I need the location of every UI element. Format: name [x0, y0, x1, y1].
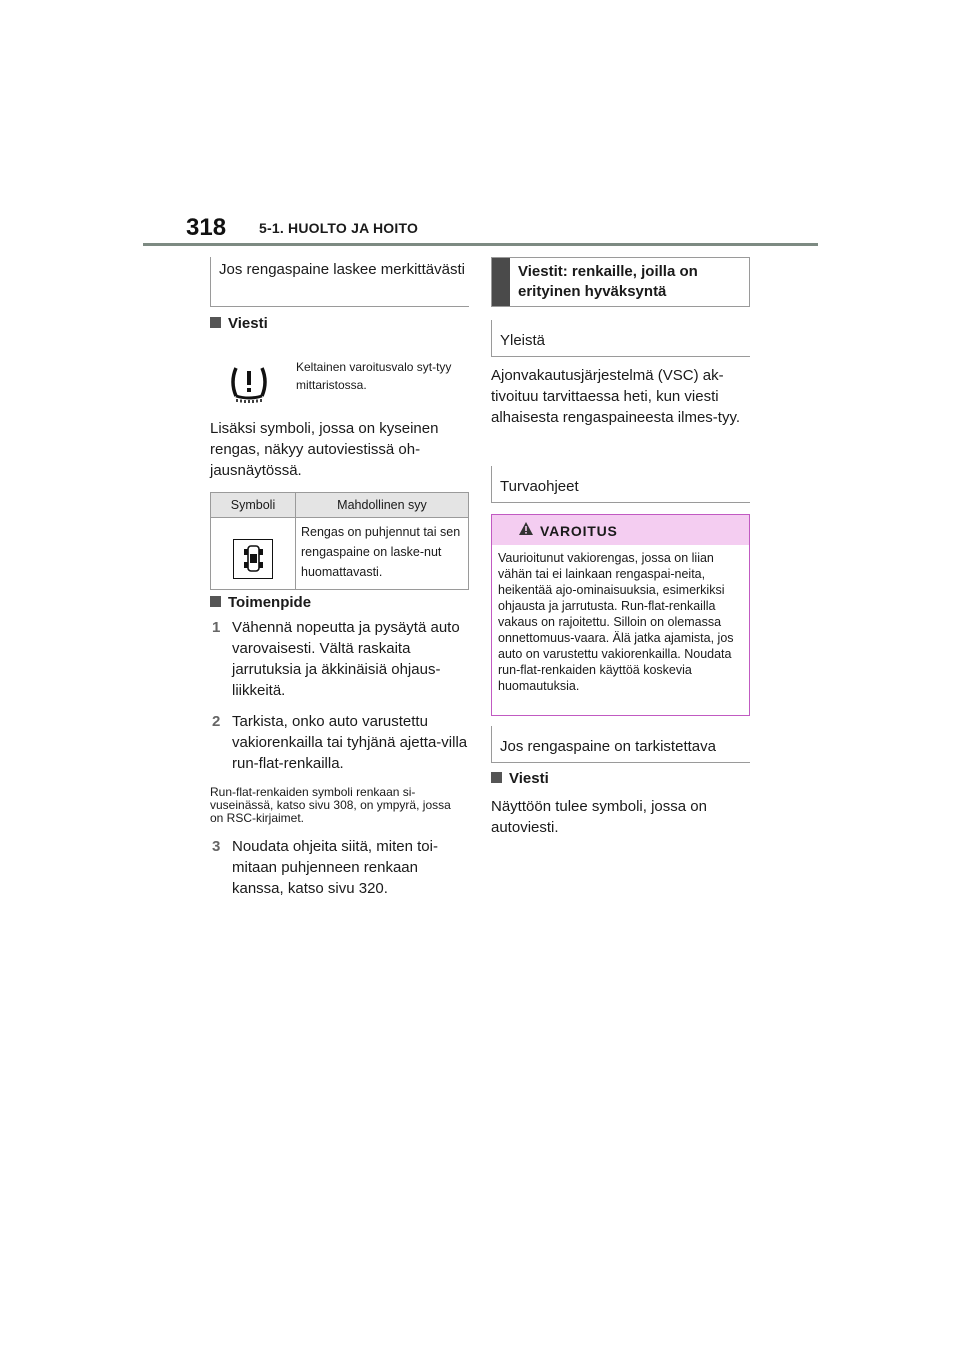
- step-3: [210, 836, 468, 899]
- square-bullet-icon: [210, 317, 221, 328]
- paragraph-last: Näyttöön tulee symboli, jossa on autoviesti.: [491, 798, 707, 836]
- heading-special-tires: [491, 257, 750, 307]
- step-1-text: Vähennä nopeutta ja pysäytä auto varovaisesti. Vältä raskaita jarrutuksia ja äkkinäisiä ohjaus-liikkeitä.: [232, 619, 460, 699]
- heading-bar: [492, 258, 510, 306]
- toimenpide-heading: [210, 594, 311, 611]
- square-bullet-icon: [491, 772, 502, 783]
- warning-box: [491, 514, 750, 716]
- step-2-text: Tarkista, onko auto varustettu vakiorenkailla tai tyhjänä ajetta-villa run-flat-renkailla.: [232, 713, 468, 772]
- section-title: 5-1. HUOLTO JA HOITO: [259, 220, 419, 236]
- subhead-safety-label: Turvaohjeet: [500, 478, 579, 495]
- warning-header: [492, 515, 749, 545]
- subhead-general: [491, 320, 750, 357]
- viesti-heading-right-label: Viesti: [509, 770, 549, 787]
- page-number: 318: [186, 214, 227, 241]
- viesti-heading-left: [210, 315, 268, 332]
- header-rule: [143, 243, 818, 246]
- paragraph-vsc: Ajonvakautusjärjestelmä (VSC) ak-tivoituu tarvittaessa heti, kun viesti alhaisesta rengaspaineesta ilmes-tyy.: [491, 367, 741, 426]
- table-header-symbol: Symboli: [211, 493, 296, 518]
- viesti-heading-right: [491, 770, 549, 787]
- table-cell-cause: Rengas on puhjennut tai sen rengaspaine on laske-nut huomattavasti.: [296, 518, 469, 590]
- step-2: [210, 711, 468, 774]
- subhead-check-pressure: [491, 726, 750, 763]
- toimenpide-heading-label: Toimenpide: [228, 594, 312, 611]
- viesti-heading-left-label: Viesti: [228, 315, 268, 332]
- table-header-cause: Mahdollinen syy: [296, 493, 469, 518]
- step-2-number: 2: [212, 713, 221, 730]
- square-bullet-icon: [210, 596, 221, 607]
- warning-body: Vaurioitunut vakiorengas, jossa on liian vähän tai ei lainkaan rengaspai-neita, heikentää ajo-ominaisuuksia, esimerkiksi ohjausta ja jarrutusta. Run-flat-renkailla vakaus on rajoitettu. Silloin on olemassa onnettomuus-vaara. Älä jatka ajamista, jos auto on varustettu vakiorenkailla. Noudata run-flat-renkaiden käyttöä koskevia huomautuksia.: [492, 545, 749, 715]
- car-tire-symbol-icon: [233, 539, 273, 579]
- subhead-check-pressure-label: Jos rengaspaine on tarkistettava: [500, 738, 716, 755]
- warning-light-text: Keltainen varoitusvalo syt-tyy mittaristossa.: [296, 360, 452, 392]
- step-3-number: 3: [212, 838, 221, 855]
- tire-pressure-warning-icon: [228, 364, 270, 404]
- subhead-general-label: Yleistä: [500, 332, 546, 349]
- subhead-low-pressure: [210, 257, 469, 307]
- warning-title: VAROITUS: [540, 523, 618, 539]
- warning-triangle-icon: [518, 521, 534, 541]
- subhead-low-pressure-label: Jos rengaspaine laskee merkittävästi: [219, 261, 465, 278]
- paragraph-symbol-info: Lisäksi symboli, jossa on kyseinen rengas, näkyy autoviestissä oh-jausnäytössä.: [210, 420, 439, 479]
- step-3-text: Noudata ohjeita siitä, miten toi-mitaan puhjenneen renkaan kanssa, katso sivu 320.: [232, 838, 438, 897]
- table-cell-symbol: [211, 518, 296, 590]
- subhead-safety: [491, 466, 750, 503]
- step-1: [210, 617, 468, 701]
- heading-special-tires-label: Viestit: renkaille, joilla on erityinen hyväksyntä: [518, 263, 698, 300]
- symbol-table: [210, 492, 469, 590]
- step-1-number: 1: [212, 619, 221, 636]
- runflat-note: Run-flat-renkaiden symboli renkaan si-vuseinässä, katso sivu 308, on ympyrä, jossa on RSC-kirjaimet.: [210, 785, 451, 825]
